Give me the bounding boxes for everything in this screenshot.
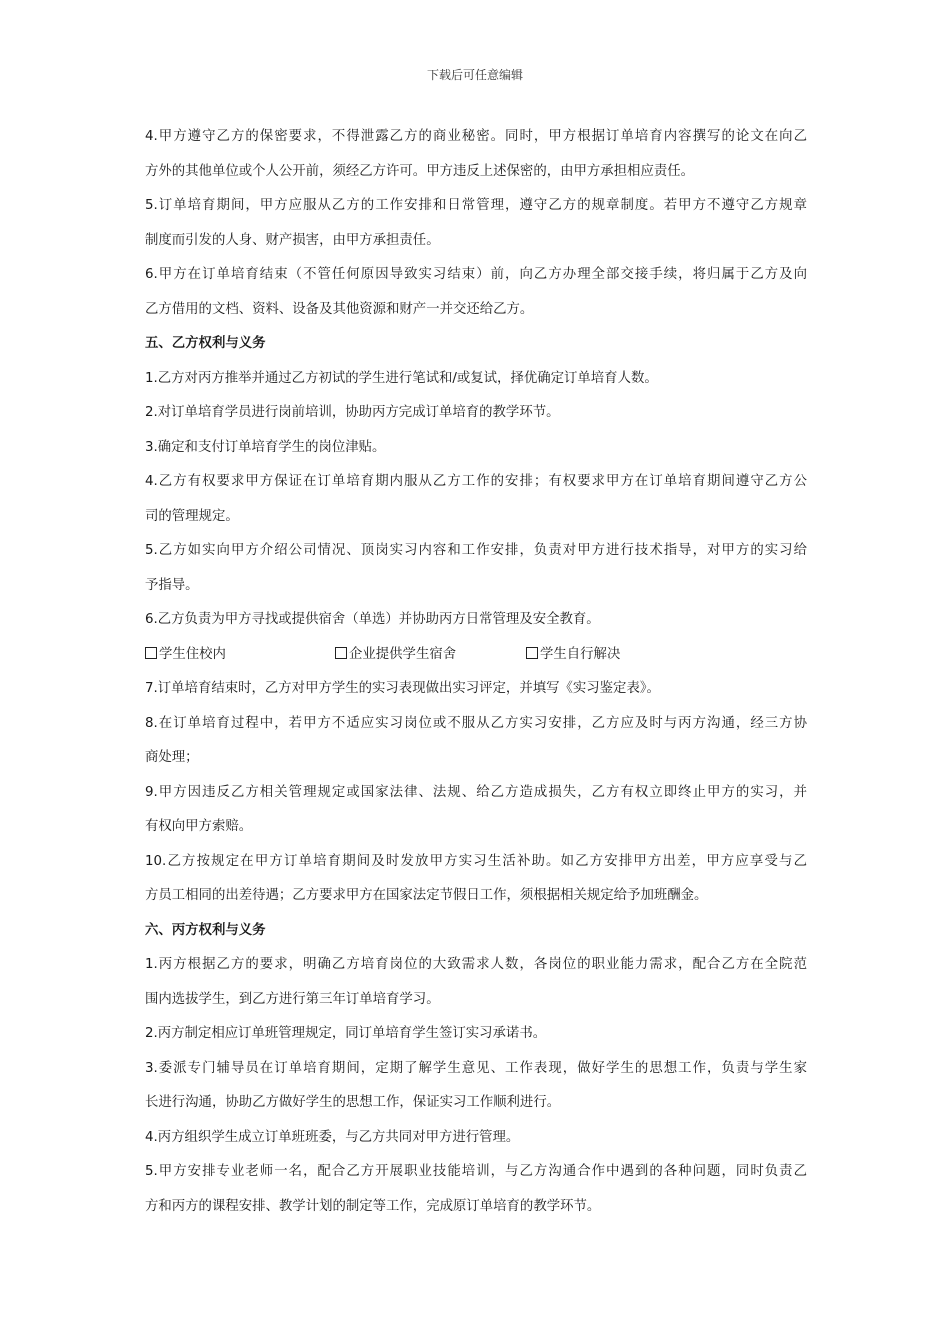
option-label: 学生住校内 — [159, 646, 226, 662]
section-5-item-9 — [145, 780, 807, 849]
paragraph-line: 1.丙方根据乙方的要求，明确乙方培育岗位的大致需求人数，各岗位的职业能力需求，配合乙方在全院范 — [145, 957, 807, 972]
paragraph-line: 5.甲方安排专业老师一名，配合乙方开展职业技能培训，与乙方沟通合作中遇到的各种问题，同时负责乙 — [145, 1164, 807, 1179]
paragraph-6 — [145, 262, 807, 331]
option-label: 学生自行解决 — [540, 646, 621, 662]
paragraph-5 — [145, 193, 807, 262]
option-on-campus[interactable] — [145, 642, 226, 668]
page-header: 下载后可任意编辑 — [426, 68, 523, 82]
section-5-item-3: 3.确定和支付订单培育学生的岗位津贴。 — [145, 439, 386, 455]
paragraph-line: 9.甲方因违反乙方相关管理规定或国家法律、法规、给乙方造成损失，乙方有权立即终止甲方的实习，并 — [145, 784, 807, 800]
paragraph-line: 10.乙方按规定在甲方订单培育期间及时发放甲方实习生活补助。如乙方安排甲方出差，甲方应享受与乙 — [145, 853, 807, 869]
section-5-item-6: 6.乙方负责为甲方寻找或提供宿舍（单选）并协助丙方日常管理及安全教育。 — [145, 612, 600, 627]
paragraph-line: 方和丙方的课程安排、教学计划的制定等工作，完成原订单培育的教学环节。 — [145, 1198, 601, 1214]
section-5-item-10 — [145, 849, 807, 918]
section-6-item-3 — [145, 1056, 807, 1125]
dormitory-options — [145, 642, 807, 677]
paragraph-4 — [145, 124, 807, 193]
paragraph-line: 方外的其他单位或个人公开前，须经乙方许可。甲方违反上述保密的，由甲方承担相应责任。 — [145, 163, 695, 179]
paragraph-line: 予指导。 — [145, 577, 199, 593]
paragraph-line: 长进行沟通，协助乙方做好学生的思想工作，保证实习工作顺利进行。 — [145, 1095, 561, 1110]
paragraph-line: 方员工相同的出差待遇；乙方要求甲方在国家法定节假日工作，须根据相关规定给予加班酬金。 — [145, 888, 708, 903]
option-label: 企业提供学生宿舍 — [349, 646, 457, 662]
paragraph-line: 司的管理规定。 — [145, 508, 239, 524]
section-5-item-2: 2.对订单培育学员进行岗前培训，协助丙方完成订单培育的教学环节。 — [145, 405, 560, 420]
paragraph-line: 5.乙方如实向甲方介绍公司情况、顶岗实习内容和工作安排，负责对甲方进行技术指导，对甲方的实习给 — [145, 543, 807, 558]
option-self-arranged[interactable] — [526, 642, 620, 668]
section-6-item-1 — [145, 952, 807, 1021]
section-6-item-5 — [145, 1159, 807, 1228]
checkbox-icon[interactable] — [145, 647, 157, 659]
checkbox-icon[interactable] — [526, 647, 538, 659]
paragraph-line: 5.订单培育期间，甲方应服从乙方的工作安排和日常管理，遵守乙方的规章制度。若甲方不遵守乙方规章 — [145, 198, 807, 213]
paragraph-line: 8.在订单培育过程中，若甲方不适应实习岗位或不服从乙方实习安排，乙方应及时与丙方沟通，经三方协 — [145, 715, 807, 731]
paragraph-line: 围内选拔学生，到乙方进行第三年订单培育学习。 — [145, 991, 440, 1007]
paragraph-line: 4.乙方有权要求甲方保证在订单培育期内服从乙方工作的安排；有权要求甲方在订单培育期间遵守乙方公 — [145, 474, 807, 489]
paragraph-line: 乙方借用的文档、资料、设备及其他资源和财产一并交还给乙方。 — [145, 301, 534, 317]
paragraph-line: 有权向甲方索赔。 — [145, 819, 253, 834]
section-5-heading: 五、乙方权利与义务 — [145, 336, 266, 351]
section-5-item-1: 1.乙方对丙方推举并通过乙方初试的学生进行笔试和/或复试，择优确定订单培育人数。 — [145, 370, 658, 386]
paragraph-line: 3.委派专门辅导员在订单培育期间，定期了解学生意见、工作表现，做好学生的思想工作，负责与学生家 — [145, 1060, 807, 1076]
section-6-item-2: 2.丙方制定相应订单班管理规定，同订单培育学生签订实习承诺书。 — [145, 1026, 547, 1041]
section-6-heading: 六、丙方权利与义务 — [145, 922, 266, 938]
document-body — [145, 124, 807, 1228]
paragraph-line: 6.甲方在订单培育结束（不管任何原因导致实习结束）前，向乙方办理全部交接手续，将归属于乙方及向 — [145, 267, 807, 282]
section-5-item-4 — [145, 469, 807, 538]
section-6-item-4: 4.丙方组织学生成立订单班班委，与乙方共同对甲方进行管理。 — [145, 1129, 520, 1145]
section-5-item-7: 7.订单培育结束时，乙方对甲方学生的实习表现做出实习评定，并填写《实习鉴定表》。 — [145, 681, 660, 696]
paragraph-line: 商处理； — [145, 750, 199, 765]
paragraph-line: 制度而引发的人身、财产损害，由甲方承担责任。 — [145, 232, 440, 248]
section-5-item-8 — [145, 711, 807, 780]
paragraph-line: 4.甲方遵守乙方的保密要求，不得泄露乙方的商业秘密。同时，甲方根据订单培育内容撰写的论文在向乙 — [145, 129, 807, 144]
checkbox-icon[interactable] — [335, 647, 347, 659]
option-company-dorm[interactable] — [335, 642, 456, 668]
section-5-item-5 — [145, 538, 807, 607]
